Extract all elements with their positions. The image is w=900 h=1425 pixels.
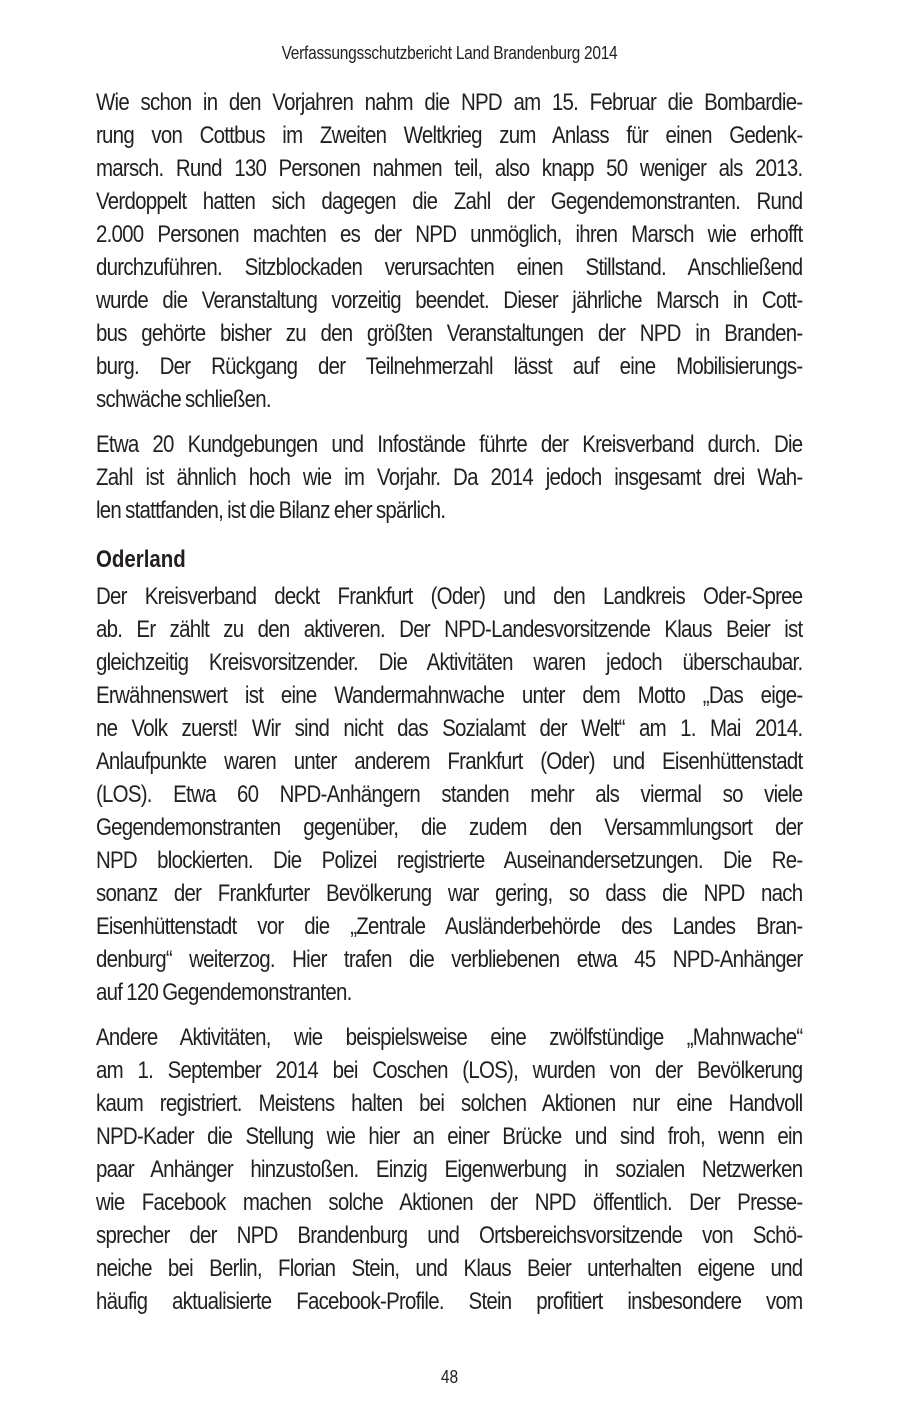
text-line: Erwähnenswert ist eine Wandermahnwache unter dem Motto „Das eige- [96, 682, 803, 709]
text-line: kaum registriert. Meistens halten bei solchen Aktionen nur eine Handvoll [96, 1090, 803, 1117]
text-line: Andere Aktivitäten, wie beispielsweise eine zwölfstündige „Mahnwache“ [96, 1024, 803, 1051]
text-line: denburg“ weiterzog. Hier trafen die verbliebenen etwa 45 NPD-Anhänger [96, 946, 803, 973]
text-line: Eisenhüttenstadt vor die „Zentrale Ausländerbehörde des Landes Bran- [96, 913, 803, 940]
text-line: Verdoppelt hatten sich dagegen die Zahl der Gegendemonstranten. Rund [96, 188, 803, 215]
section-heading-oderland: Oderland [96, 546, 186, 573]
text-line: schwäche schließen. [96, 386, 271, 413]
paragraph-oderland-district [96, 580, 803, 1009]
text-line: durchzuführen. Sitzblockaden verursachten einen Stillstand. Anschließend [96, 254, 803, 281]
text-line: marsch. Rund 130 Personen nahmen teil, also knapp 50 weniger als 2013. [96, 155, 803, 182]
text-line: auf 120 Gegendemonstranten. [96, 979, 352, 1006]
text-line: Wie schon in den Vorjahren nahm die NPD am 15. Februar die Bombardie- [96, 89, 803, 116]
document-page [96, 0, 803, 1425]
paragraph-oderland-activities [96, 1021, 803, 1318]
text-line: gleichzeitig Kreisvorsitzender. Die Aktivitäten waren jedoch überschaubar. [96, 649, 803, 676]
text-line: sprecher der NPD Brandenburg und Ortsbereichsvorsitzende von Schö- [96, 1222, 803, 1249]
text-line: paar Anhänger hinzustoßen. Einzig Eigenwerbung in sozialen Netzwerken [96, 1156, 803, 1183]
body-text [96, 86, 803, 1318]
text-line: Zahl ist ähnlich hoch wie im Vorjahr. Da 2014 jedoch insgesamt drei Wah- [96, 464, 803, 491]
text-line: häufig aktualisierte Facebook-Profile. Stein profitiert insbesondere vom [96, 1288, 803, 1315]
text-line: wurde die Veranstaltung vorzeitig beendet. Dieser jährliche Marsch in Cott- [96, 287, 803, 314]
text-line: ab. Er zählt zu den aktiveren. Der NPD-Landesvorsitzende Klaus Beier ist [96, 616, 803, 643]
text-line: Anlaufpunkte waren unter anderem Frankfurt (Oder) und Eisenhüttenstadt [96, 748, 803, 775]
text-line: am 1. September 2014 bei Coschen (LOS), wurden von der Bevölkerung [96, 1057, 803, 1084]
text-line: NPD blockierten. Die Polizei registrierte Auseinandersetzungen. Die Re- [96, 847, 803, 874]
text-line: (LOS). Etwa 60 NPD-Anhängern standen mehr als viermal so viele [96, 781, 803, 808]
paragraph-cottbus-march [96, 86, 803, 416]
text-line: ne Volk zuerst! Wir sind nicht das Sozialamt der Welt“ am 1. Mai 2014. [96, 715, 803, 742]
text-line: sonanz der Frankfurter Bevölkerung war gering, so dass die NPD nach [96, 880, 803, 907]
text-line: Der Kreisverband deckt Frankfurt (Oder) und den Landkreis Oder-Spree [96, 583, 803, 610]
text-line: wie Facebook machen solche Aktionen der NPD öffentlich. Der Presse- [96, 1189, 803, 1216]
paragraph-cottbus-rallies [96, 428, 803, 527]
text-line: bus gehörte bisher zu den größten Veranstaltungen der NPD in Branden- [96, 320, 803, 347]
text-line: burg. Der Rückgang der Teilnehmerzahl lässt auf eine Mobilisierungs- [96, 353, 803, 380]
text-line: len stattfanden, ist die Bilanz eher spärlich. [96, 497, 446, 524]
text-line: NPD-Kader die Stellung wie hier an einer Brücke und sind froh, wenn ein [96, 1123, 803, 1150]
text-line: 2.000 Personen machten es der NPD unmöglich, ihren Marsch wie erhofft [96, 221, 803, 248]
text-line: neiche bei Berlin, Florian Stein, und Klaus Beier unterhalten eigene und [96, 1255, 803, 1282]
running-header: Verfassungsschutzbericht Land Brandenburg 2014 [281, 43, 618, 63]
text-line: Gegendemonstranten gegenüber, die zudem den Versammlungsort der [96, 814, 803, 841]
text-line: Etwa 20 Kundgebungen und Infostände führte der Kreisverband durch. Die [96, 431, 803, 458]
page-number: 48 [440, 1367, 459, 1387]
text-line: rung von Cottbus im Zweiten Weltkrieg zum Anlass für einen Gedenk- [96, 122, 803, 149]
